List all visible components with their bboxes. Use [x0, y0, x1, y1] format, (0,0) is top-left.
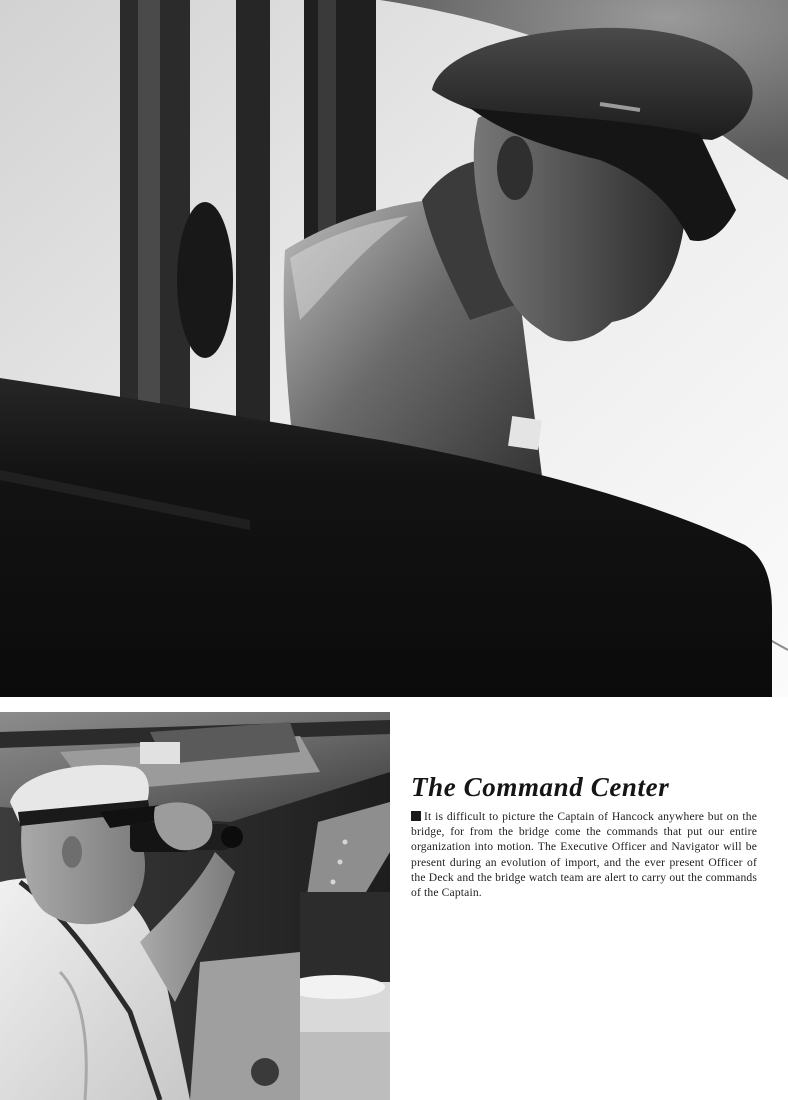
- article: [411, 772, 757, 900]
- officer-with-binoculars-photo: [0, 712, 390, 1100]
- officer-with-binoculars-illustration: [0, 712, 390, 1100]
- article-title: The Command Center: [411, 772, 670, 802]
- article-body-text: It is difficult to picture the Captain of Hancock anywhere but on the bridge, for from the bridge come the commands that put our entire organization into motion. The Executive Officer and Navigator will be present during an evolution of import, and the ever present Officer of the Deck and the bridge watch team are alert to carry out the commands of the Captain.: [411, 810, 757, 900]
- lead-square-icon: [411, 811, 421, 821]
- article-body: [411, 809, 757, 900]
